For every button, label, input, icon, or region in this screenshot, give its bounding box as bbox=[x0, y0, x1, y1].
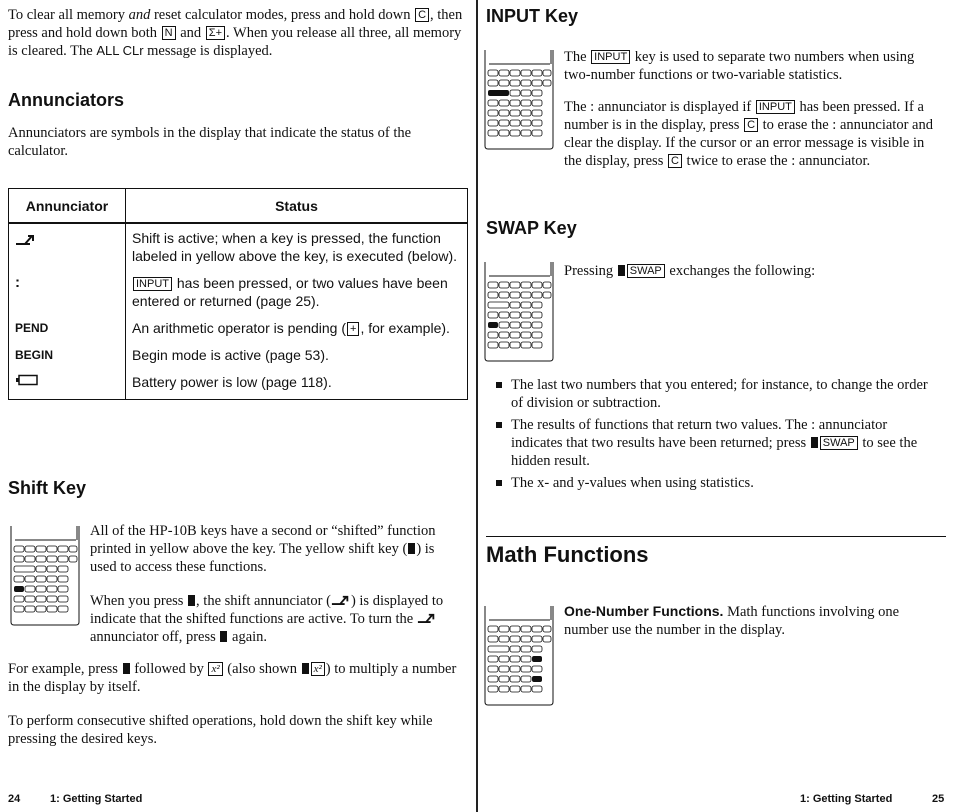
math-functions-heading: Math Functions bbox=[486, 542, 649, 567]
table-row bbox=[9, 364, 468, 400]
battery-icon bbox=[15, 374, 39, 386]
input-key-heading: INPUT Key bbox=[486, 6, 579, 26]
calculator-icon-input bbox=[484, 50, 556, 150]
shift-key-icon bbox=[302, 663, 309, 674]
key-x-squared: x² bbox=[311, 662, 325, 676]
list-item: The last two numbers that you entered; for instance, to change the order of division or subtraction. bbox=[494, 376, 934, 412]
left-page bbox=[0, 0, 476, 812]
shift-key-icon bbox=[188, 595, 195, 606]
list-item: The x- and y-values when using statistics. bbox=[494, 474, 934, 492]
swap-bullet-list bbox=[494, 376, 934, 496]
annunciator-colon: : bbox=[9, 265, 126, 310]
annunciator-table bbox=[8, 188, 468, 400]
shift-arrow-icon bbox=[15, 233, 37, 245]
calculator-icon-swap bbox=[484, 262, 556, 362]
shift-key-icon bbox=[811, 437, 818, 448]
table-row bbox=[9, 265, 468, 310]
key-input: INPUT bbox=[591, 50, 630, 64]
key-c: C bbox=[744, 118, 758, 132]
status-battery: Battery power is low (page 118). bbox=[126, 364, 468, 400]
shift-arrow-icon bbox=[417, 612, 437, 623]
key-swap: SWAP bbox=[627, 264, 665, 278]
table-header-status: Status bbox=[126, 189, 468, 224]
annunciators-description: Annunciators are symbols in the display that indicate the status of the calculator. bbox=[8, 125, 412, 159]
footer-page-number-left: 24 bbox=[8, 793, 21, 805]
key-swap: SWAP bbox=[820, 436, 858, 450]
annunciator-pend: PEND bbox=[9, 310, 126, 337]
one-number-functions-subheading: One-Number Functions. bbox=[564, 603, 724, 619]
list-item: The results of functions that return two values. The : annunciator indicates that two results have been returned; press SWAP to see the hidden result. bbox=[494, 416, 934, 470]
shift-key-icon bbox=[408, 543, 415, 554]
shift-key-icon bbox=[618, 265, 625, 276]
status-pend: An arithmetic operator is pending ( + , for example). bbox=[126, 310, 468, 337]
shift-paragraph-2: When you press , the shift annunciator ( ) is displayed to indicate that the shifted functions are active. To turn the annunciator off, press again. bbox=[90, 593, 444, 645]
annunciator-begin: BEGIN bbox=[9, 337, 126, 364]
calculator-icon-math bbox=[484, 606, 556, 706]
status-begin: Begin mode is active (page 53). bbox=[126, 337, 468, 364]
key-input: INPUT bbox=[756, 100, 795, 114]
footer-chapter-right: 1: Getting Started bbox=[800, 793, 893, 805]
swap-key-heading: SWAP Key bbox=[486, 218, 577, 238]
swap-paragraph: Pressing SWAP exchanges the following: bbox=[564, 263, 816, 279]
key-sigma-plus: Σ+ bbox=[206, 26, 225, 40]
key-c: C bbox=[668, 154, 682, 168]
math-paragraph: One-Number Functions. Math functions involving one number use the number in the display. bbox=[564, 603, 900, 638]
table-row bbox=[9, 337, 468, 364]
shift-key-icon bbox=[220, 631, 227, 642]
annunciators-heading: Annunciators bbox=[8, 90, 125, 110]
key-input: INPUT bbox=[133, 277, 172, 291]
table-header-annunciator: Annunciator bbox=[9, 189, 126, 224]
footer-chapter-left: 1: Getting Started bbox=[50, 793, 143, 805]
shift-arrow-icon bbox=[331, 594, 351, 605]
key-n: N bbox=[162, 26, 176, 40]
key-plus: + bbox=[347, 322, 359, 336]
key-x-squared: x² bbox=[208, 662, 222, 676]
calculator-icon-shift bbox=[10, 526, 82, 626]
shift-paragraph-3: For example, press followed by x² (also shown x² ) to multiply a number in the display by itself. bbox=[8, 661, 457, 695]
shift-key-heading: Shift Key bbox=[8, 478, 87, 498]
table-row bbox=[9, 310, 468, 337]
table-row bbox=[9, 223, 468, 265]
key-c: C bbox=[415, 8, 429, 22]
intro-paragraph: To clear all memory and reset calculator modes, press and hold down C , then press and hold down both N and Σ+ . When you release all three, all memory is cleared. The ALL CLr message is displayed. bbox=[8, 7, 463, 59]
input-paragraph-2: The : annunciator is displayed if INPUT has been pressed. If a number is in the display, press C to erase the : annunciator and clear the display. If the cursor or an error message is visible in the display, press C twice to erase the : annunciator. bbox=[564, 99, 933, 169]
status-shift: Shift is active; when a key is pressed, the function labeled in yellow above the key, is executed (below). bbox=[126, 223, 468, 265]
shift-paragraph-4: To perform consecutive shifted operations, hold down the shift key while pressing the desired keys. bbox=[8, 713, 433, 747]
shift-key-icon bbox=[123, 663, 130, 674]
right-page bbox=[478, 0, 954, 812]
status-input: INPUT has been pressed, or two values have been entered or returned (page 25). bbox=[126, 265, 468, 310]
section-rule bbox=[486, 536, 946, 537]
shift-paragraph-1: All of the HP-10B keys have a second or “shifted” function printed in yellow above the key. The yellow shift key ( ) is used to access these functions. bbox=[90, 523, 436, 575]
footer-page-number-right: 25 bbox=[932, 793, 945, 805]
input-paragraph-1: The INPUT key is used to separate two numbers when using two-number functions or two-variable statistics. bbox=[564, 49, 915, 83]
